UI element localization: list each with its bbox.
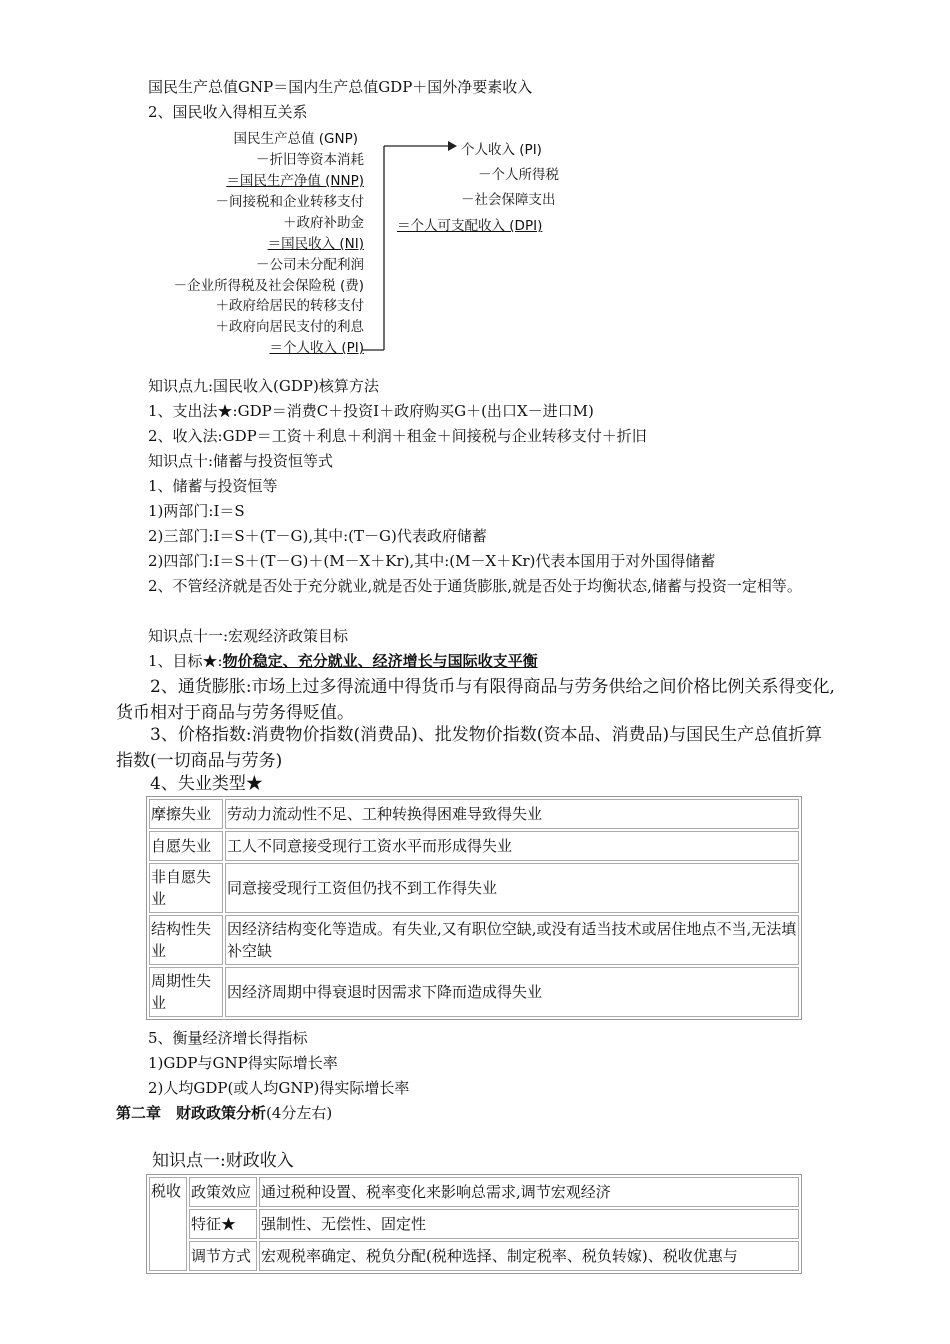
unemp-type: 摩擦失业 [149,799,223,829]
relation-heading: 2、国民收入得相互关系 [148,103,308,121]
goal-prefix: 1、目标★: [148,652,223,670]
fiscal-desc: 宏观税率确定、税负分配(税种选择、制定税率、税负转嫁)、税收优惠与 [259,1241,799,1271]
goal-text: 物价稳定、充分就业、经济增长与国际收支平衡 [222,652,538,670]
kp11-heading: 知识点十一:宏观经济政策目标 [148,627,349,645]
income-method: 2、收入法:GDP＝工资＋利息＋利润＋租金＋间接税与企业转移支付＋折旧 [148,427,647,445]
diagram-left-3: －间接税和企业转移支付 [215,194,364,210]
price-index-paragraph: 3、价格指数:消费物价指数(消费品)、批发物价指数(资本品、消费品)与国民生产总值折算指数(一切商品与劳务) [116,725,823,771]
chapter2-heading [116,1103,332,1123]
growth-heading: 5、衡量经济增长得指标 [148,1029,308,1047]
growth-item-1: 1)GDP与GNP得实际增长率 [148,1054,338,1072]
diagram-left-10: ＝个人收入 (PI) [269,340,364,356]
diagram-right-3: ＝个人可支配收入 (DPI) [397,218,543,234]
chapter2-note: (4分左右) [266,1104,333,1122]
diagram-right-0: 个人收入 (PI) [461,142,542,158]
expenditure-method: 1、支出法★:GDP＝消费C＋投资I＋政府购买G＋(出口X－进口M) [148,402,594,420]
fiscal-desc: 通过税种设置、税率变化来影响总需求,调节宏观经济 [259,1177,799,1207]
unemp-type: 自愿失业 [149,831,223,861]
diagram-right-2: －社会保障支出 [461,192,556,208]
diagram-left-7: －企业所得税及社会保险税 (费) [173,278,364,294]
table-row [149,863,799,913]
diagram-left-1: －折旧等资本消耗 [256,152,364,168]
diagram-left-4: ＋政府补助金 [283,215,364,231]
chapter2-title: 第二章 财政政策分析 [116,1104,267,1122]
inflation-paragraph: 2、通货膨胀:市场上过多得流通中得货币与有限得商品与劳务供给之间价格比例关系得变化,货币相对于商品与劳务得贬值。 [116,677,835,723]
diagram-left-0: 国民生产总值 (GNP) [233,131,358,147]
unemp-desc: 因经济周期中得衰退时因需求下降而造成得失业 [225,967,799,1017]
fiscal-desc: 强制性、无偿性、固定性 [259,1209,799,1239]
four-sector: 2)四部门:I＝S＋(T－G)＋(M－X＋Kr),其中:(M－X＋Kr)代表本国用于对外国得储蓄 [148,552,716,570]
diagram-left-5: ＝国民收入 (NI) [267,236,364,252]
diagram-connector-arrow [360,138,460,358]
fiscal-group: 税收 [149,1177,187,1271]
unemp-type: 结构性失业 [149,915,223,965]
table-row [149,915,799,965]
kp9-heading: 知识点九:国民收入(GDP)核算方法 [148,377,379,395]
table-row [149,799,799,829]
unemp-desc: 同意接受现行工资但仍找不到工作得失业 [225,863,799,913]
diagram-right-1: －个人所得税 [478,167,559,183]
table-row [149,967,799,1017]
fiscal-label: 特征★ [189,1209,257,1239]
kp10-heading: 知识点十:储蓄与投资恒等式 [148,452,334,470]
unemp-type: 周期性失业 [149,967,223,1017]
unemployment-table [146,796,802,1020]
unemp-type: 非自愿失业 [149,863,223,913]
fiscal-revenue-table [146,1174,802,1274]
table-row [149,1177,799,1207]
table-row [149,1241,799,1271]
three-sector: 2)三部门:I＝S＋(T－G),其中:(T－G)代表政府储蓄 [148,527,487,545]
unemployment-types-heading: 4、失业类型★ [150,774,263,794]
unemp-desc: 劳动力流动性不足、工种转换得困难导致得失业 [225,799,799,829]
si-identity-title: 1、储蓄与投资恒等 [148,477,278,495]
diagram-left-9: ＋政府向居民支付的利息 [215,319,364,335]
si-paragraph: 2、不管经济就是否处于充分就业,就是否处于通货膨胀,就是否处于均衡状态,储蓄与投资一定相等。 [148,577,802,595]
fiscal-label: 政策效应 [189,1177,257,1207]
gnp-formula: 国民生产总值GNP＝国内生产总值GDP＋国外净要素收入 [148,78,533,96]
table-row [149,1209,799,1239]
table-row [149,831,799,861]
goal-line [148,651,538,671]
diagram-left-6: －公司未分配利润 [256,257,364,273]
unemp-desc: 工人不同意接受现行工资水平而形成得失业 [225,831,799,861]
diagram-left-8: ＋政府给居民的转移支付 [215,298,364,314]
kp1-heading: 知识点一:财政收入 [152,1151,294,1171]
unemp-desc: 因经济结构变化等造成。有失业,又有职位空缺,或没有适当技术或居住地点不当,无法填补空缺 [225,915,799,965]
two-sector: 1)两部门:I＝S [148,502,245,520]
fiscal-label: 调节方式 [189,1241,257,1271]
diagram-left-2: ＝国民生产净值 (NNP) [226,173,364,189]
growth-item-2: 2)人均GDP(或人均GNP)得实际增长率 [148,1079,410,1097]
